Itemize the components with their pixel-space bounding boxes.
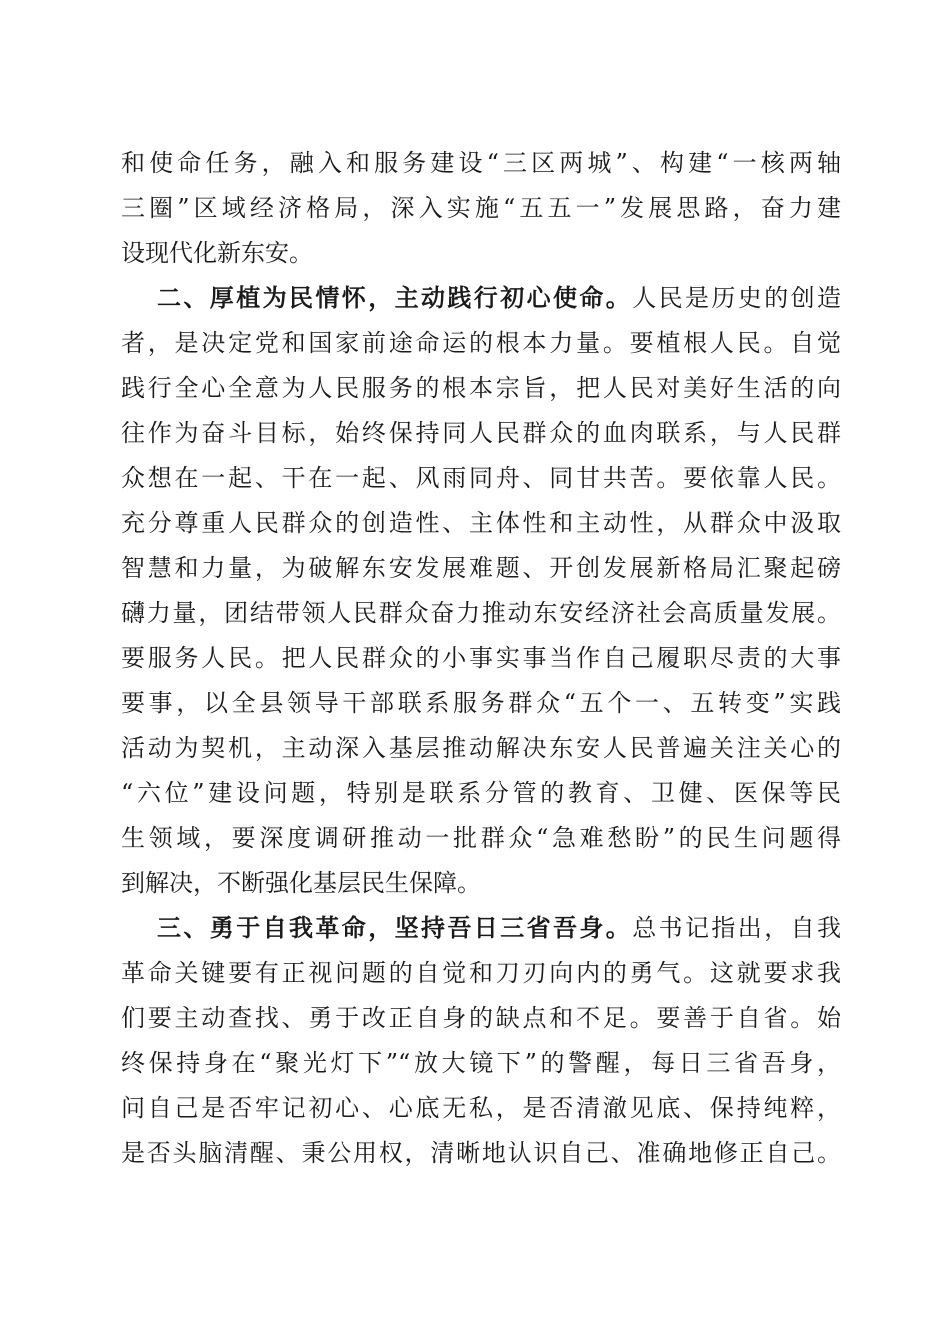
body-line: 终保持身在“聚光灯下”“放大镜下”的警醒，每日三省吾身， [121, 1049, 841, 1077]
body-line: 活动为契机，主动深入基层推动解决东安人民普遍关注关心的 [121, 734, 841, 762]
section-2-heading: 二、厚植为民情怀，主动践行初心使命。 [157, 284, 633, 312]
body-line: 到解决，不断强化基层民生保障。 [121, 869, 481, 897]
body-line: “六位”建设问题，特别是联系分管的教育、卫健、医保等民 [121, 779, 841, 807]
body-line: 三圈”区域经济格局，深入实施“五五一”发展思路，奋力建 [121, 194, 841, 222]
body-line: 践行全心全意为人民服务的根本宗旨，把人民对美好生活的向 [121, 374, 841, 402]
body-line: 是否头脑清醒、秉公用权，清晰地认识自己、准确地修正自己。 [121, 1139, 841, 1167]
body-line: 往作为奋斗目标，始终保持同人民群众的血肉联系，与人民群 [121, 419, 841, 447]
body-line: 要事，以全县领导干部联系服务群众“五个一、五转变”实践 [121, 689, 841, 717]
section-3-first-line [157, 906, 841, 950]
body-line: 问自己是否牢记初心、心底无私，是否清澈见底、保持纯粹， [121, 1094, 841, 1122]
body-line: 和使命任务，融入和服务建设“三区两城”、构建“一核两轴 [121, 149, 841, 177]
body-line: 们要主动查找、勇于改正自身的缺点和不足。要善于自省。始 [121, 1004, 841, 1032]
body-line: 革命关键要有正视问题的自觉和刀刃向内的勇气。这就要求我 [121, 959, 841, 987]
body-line: 众想在一起、干在一起、风雨同舟、同甘共苦。要依靠人民。 [121, 464, 841, 492]
section-2-lead-text: 人民是历史的创造 [632, 284, 842, 312]
body-line: 充分尊重人民群众的创造性、主体性和主动性，从群众中汲取 [121, 509, 841, 537]
body-line: 生领域，要深度调研推动一批群众“急难愁盼”的民生问题得 [121, 824, 841, 852]
body-line: 礴力量，团结带领人民群众奋力推动东安经济社会高质量发展。 [121, 599, 841, 627]
body-line: 者，是决定党和国家前途命运的根本力量。要植根人民。自觉 [121, 329, 841, 357]
body-line: 智慧和力量，为破解东安发展难题、开创发展新格局汇聚起磅 [121, 554, 841, 582]
body-line: 要服务人民。把人民群众的小事实事当作自己履职尽责的大事 [121, 644, 841, 672]
section-2-first-line [157, 276, 841, 320]
section-3-lead-text: 总书记指出，自我 [632, 914, 842, 942]
section-3-heading: 三、勇于自我革命，坚持吾日三省吾身。 [157, 914, 633, 942]
body-line: 设现代化新东安。 [121, 239, 313, 267]
